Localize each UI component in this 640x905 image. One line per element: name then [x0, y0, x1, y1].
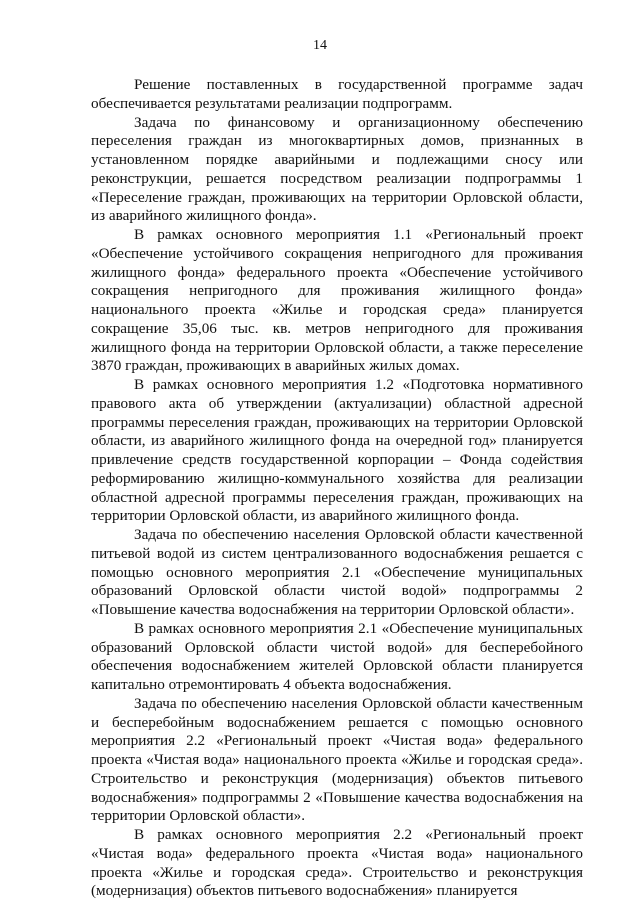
paragraph-4: В рамках основного мероприятия 1.2 «Подготовка нормативного правового акта об утверждении (актуализации) областной адресной программы переселения граждан, проживающих на территории Орловской области, из аварийного жилищного фонда на очередной год» планируется привлечение средств государственной корпорации – Фонда содействия реформированию жилищно-коммунального хозяйства для реализации областной адресной программы переселения граждан, проживающих на территории Орловской области, из аварийного жилищного фонда. [91, 376, 583, 525]
document-body [91, 76, 583, 901]
paragraph-1: Решение поставленных в государственной программе задач обеспечивается результатами реализации подпрограмм. [91, 76, 583, 112]
paragraph-7: Задача по обеспечению населения Орловской области качественным и бесперебойным водоснабжением решается с помощью основного мероприятия 2.2 «Региональный проект «Чистая вода» федерального проекта «Чистая вода» национального проекта «Жилье и городская среда». Строительство и реконструкция (модернизация) объектов питьевого водоснабжения» подпрограммы 2 «Повышение качества водоснабжения на территории Орловской области». [91, 694, 583, 825]
page-number: 14 [313, 38, 327, 53]
paragraph-6: В рамках основного мероприятия 2.1 «Обеспечение муниципальных образований Орловской области чистой водой» для бесперебойного обеспечения водоснабжением жителей Орловской области планируется капитально отремонтировать 4 объекта водоснабжения. [91, 619, 583, 693]
paragraph-2: Задача по финансовому и организационному обеспечению переселения граждан из многоквартирных домов, признанных в установленном порядке аварийными и подлежащими сносу или реконструкции, решается посредством реализации подпрограммы 1 «Переселение граждан, проживающих на территории Орловской области, из аварийного жилищного фонда». [91, 113, 583, 225]
paragraph-5: Задача по обеспечению населения Орловской области качественной питьевой водой из систем централизованного водоснабжения решается с помощью основного мероприятия 2.1 «Обеспечение муниципальных образований Орловской области чистой водой» подпрограммы 2 «Повышение качества водоснабжения на территории Орловской области». [91, 526, 583, 618]
paragraph-8: В рамках основного мероприятия 2.2 «Региональный проект «Чистая вода» федерального проекта «Чистая вода» национального проекта «Жилье и городская среда». Строительство и реконструкция (модернизация) объектов питьевого водоснабжения» планируется [91, 826, 583, 900]
paragraph-3: В рамках основного мероприятия 1.1 «Региональный проект «Обеспечение устойчивого сокращения непригодного для проживания жилищного фонда» федерального проекта «Обеспечение устойчивого сокращения непригодного для проживания жилищного фонда» национального проекта «Жилье и городская среда» планируется сокращение 35,06 тыс. кв. метров непригодного для проживания жилищного фонда на территории Орловской области, а также переселение 3870 граждан, проживающих в аварийных жилых домах. [91, 226, 583, 375]
